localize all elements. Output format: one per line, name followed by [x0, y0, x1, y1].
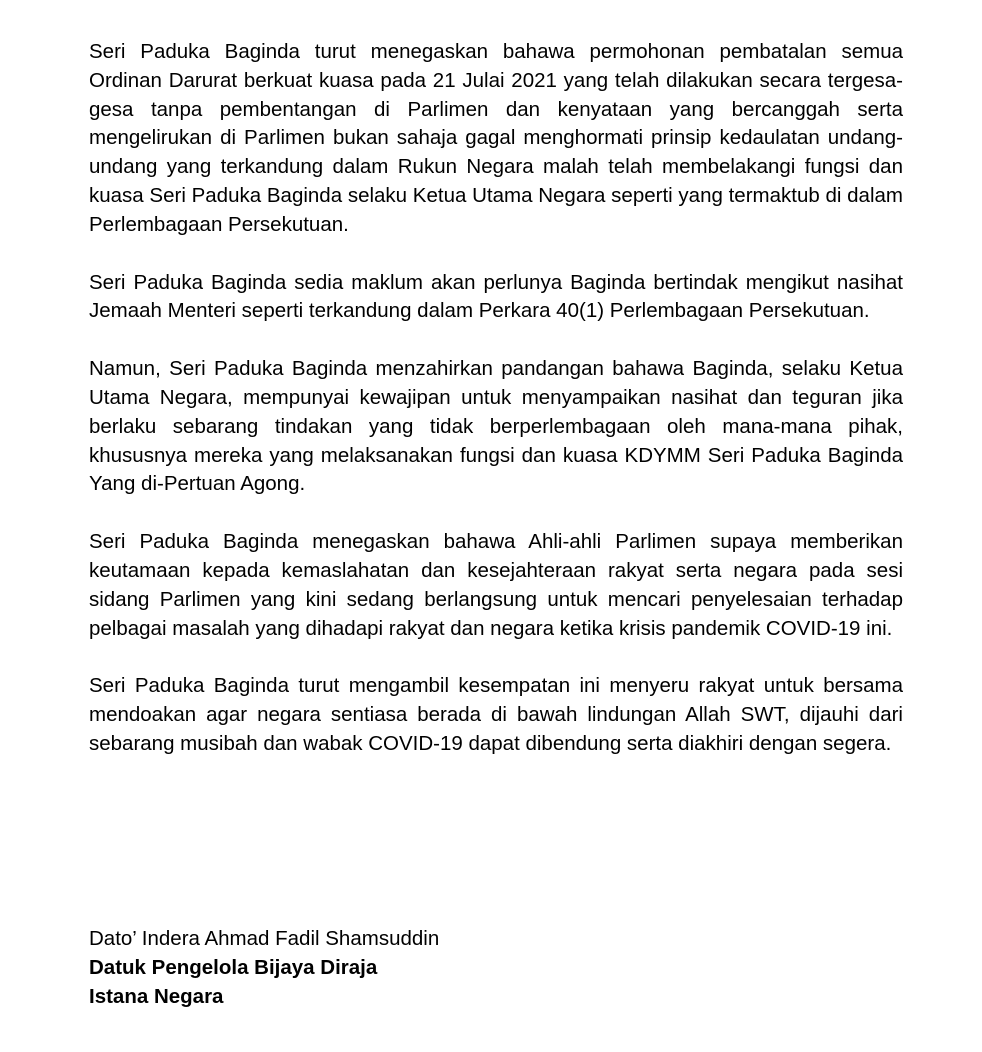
- paragraph-4: Seri Paduka Baginda menegaskan bahawa Ahli-ahli Parlimen supaya memberikan keutamaan kepada kemaslahatan dan kesejahteraan rakyat serta negara pada sesi sidang Parlimen yang kini sedang berlangsung untuk mencari penyelesaian terhadap pelbagai masalah yang dihadapi rakyat dan negara ketika krisis pandemik COVID-19 ini.: [89, 530, 903, 640]
- signatory-name: Dato’ Indera Ahmad Fadil Shamsuddin: [89, 927, 440, 950]
- signatory-office: Istana Negara: [89, 984, 224, 1008]
- document-body: [89, 38, 903, 788]
- paragraph-3: Namun, Seri Paduka Baginda menzahirkan pandangan bahawa Baginda, selaku Ketua Utama Negara, mempunyai kewajipan untuk menyampaikan nasihat dan teguran jika berlaku sebarang tindakan yang tidak berperlembagaan oleh mana-mana pihak, khususnya mereka yang melaksanakan fungsi dan kuasa KDYMM Seri Paduka Baginda Yang di-Pertuan Agong.: [89, 357, 903, 496]
- paragraph-1: Seri Paduka Baginda turut menegaskan bahawa permohonan pembatalan semua Ordinan Darurat berkuat kuasa pada 21 Julai 2021 yang telah dilakukan secara tergesa-gesa tanpa pembentangan di Parlimen dan kenyataan yang bercanggah serta mengelirukan di Parlimen bukan sahaja gagal menghormati prinsip kedaulatan undang-undang yang terkandung dalam Rukun Negara malah telah membelakangi fungsi dan kuasa Seri Paduka Baginda selaku Ketua Utama Negara seperti yang termaktub di dalam Perlembagaan Persekutuan.: [89, 40, 903, 236]
- signatory-title: Datuk Pengelola Bijaya Diraja: [89, 955, 378, 979]
- signature-block: [89, 925, 903, 1011]
- paragraph-5: Seri Paduka Baginda turut mengambil kesempatan ini menyeru rakyat untuk bersama mendoakan agar negara sentiasa berada di bawah lindungan Allah SWT, dijauhi dari sebarang musibah dan wabak COVID-19 dapat dibendung serta diakhiri dengan segera.: [89, 674, 903, 755]
- paragraph-2: Seri Paduka Baginda sedia maklum akan perlunya Baginda bertindak mengikut nasihat Jemaah Menteri seperti terkandung dalam Perkara 40(1) Perlembagaan Persekutuan.: [89, 270, 903, 323]
